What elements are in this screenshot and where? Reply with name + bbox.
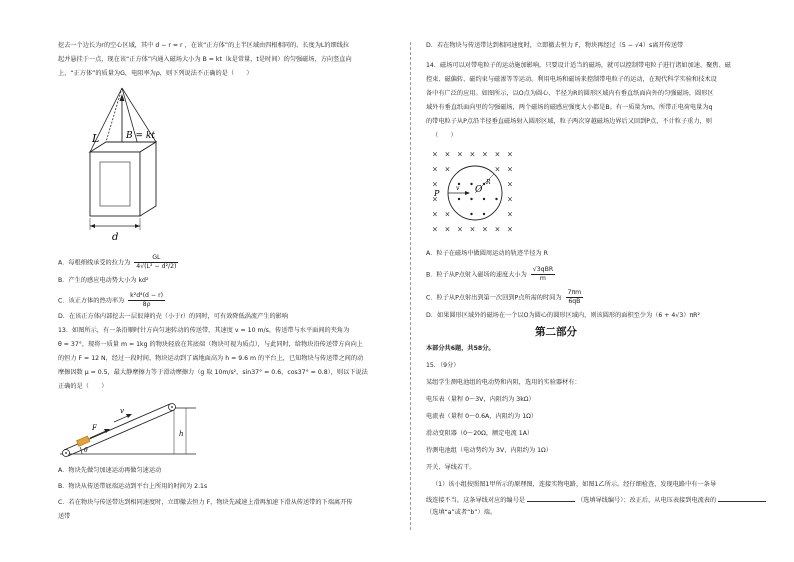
field-dot-mark [483,213,485,215]
q14-line-6: （ ） [432,132,457,139]
fig12-label-B: B = kt [126,131,155,141]
field-cross-mark: × [444,150,451,159]
field-cross-mark: × [494,225,501,234]
q14-line-2: 控束、磁偏转、磁约束与磁渗等等运动。利用电场和磁场来控制带电粒子的运动，在现代科学实验和技术设 [426,76,717,83]
field-cross-mark: × [432,180,438,189]
field-cross-mark: × [444,225,451,234]
q14-option-B-fraction [531,266,555,283]
field-cross-mark: × [482,150,488,159]
q14-option-B-text: B．粒子从P点射入磁场的速度大小为 [426,271,527,279]
q15-part1-line-2 [426,495,766,505]
field-cross-mark: × [507,165,513,174]
cube-hanging-diagram [82,84,164,244]
q12-option-A-fraction [134,254,178,271]
field-dot-mark [458,198,460,200]
field-cross-mark: × [507,195,513,204]
field-dot-mark [470,213,472,215]
field-dot-mark [483,198,485,200]
q14-C-numerator: 7πm [567,289,582,296]
q13-line-4: 摩擦因数 μ = 0.5，最大静摩擦力等于滑动摩擦力（g 取 10m/s²，sin37° = 0.6，cos37° = 0.8），则以下说法 [58,369,368,376]
q12-option-A-text: A．每根细线承受的拉力为 [58,259,131,267]
field-cross-mark: × [469,225,476,234]
field-cross-mark: × [432,225,438,234]
q13-line-1: 13．如图所示，有一条沿顺时针方向匀速转动的传送带，其速度 v = 10 m/s，传送带与水平面间的夹角为 [58,327,350,334]
q15-part1-line-3: （选填“a”或者“b”）端。 [426,509,497,516]
q13-option-D: D．若在物块与传送带达到相同速度时，立即撤去恒力 F，物块再经过（5 − √4）s离开传送带 [426,42,684,49]
q14-option-C-fraction [566,289,584,306]
field-marks [432,151,513,234]
fig13-label-v: v [120,407,124,415]
field-cross-mark: × [494,150,501,159]
field-cross-mark: × [469,150,476,159]
q12-option-C [58,292,165,309]
q12-line-2: 起并悬挂于一点，现在该“正方体”内通入磁场大小为 B = kt（k是常量，t是时间）的匀强磁场，方向竖直向 [58,56,352,63]
section-description: 本部分共6题，共58分。 [426,345,495,352]
fig13-label-F: F [92,424,97,432]
q12-A-denominator: 4√(L² − d²/2) [136,263,177,270]
field-cross-mark: × [432,165,438,174]
answer-blank-terminal[interactable] [718,495,766,502]
field-cross-mark: × [457,225,463,234]
answer-blank-wire[interactable] [527,495,575,502]
field-cross-mark: × [507,225,513,234]
fig14-label-P: P [434,189,440,198]
q12-option-C-fraction [128,292,165,309]
q14-B-numerator: √3qBR [532,266,554,273]
field-cross-mark: × [432,195,438,204]
q15-intro: 某组学生测电池组的电动势和内阻，选用的实验器材有： [426,379,581,386]
q12-line-3: 上，“正方体”的质量为G，电阻率为ρ，则下列说法不正确的是（ ） [58,70,253,77]
field-dot-mark [470,198,472,200]
fig13-label-theta: θ [84,447,88,454]
q14-C-denominator: 6qB [568,298,581,305]
field-cross-mark: × [507,180,513,189]
q14-option-C [426,289,583,306]
q12-option-D: D．在该正方体内部挖去一层很薄的壳（小于r）的同时，可有效降低涡流产生的影响 [58,313,289,320]
equipment-ammeter: 电流表（量程 0～0.6A，内阻约为 1Ω） [426,413,538,420]
field-cross-mark: × [507,150,513,159]
q13-option-A: A．物块先做匀加速运动再做匀速运动 [58,467,162,474]
fig14-label-O: O [475,185,483,195]
field-cross-mark: × [482,225,488,234]
fig12-label-L: L [92,132,100,145]
q14-line-5: 的带电粒子从P点沿半径垂直磁场射入圆形区域，粒子两次穿越磁场边界后又回到P点，不计粒子重力，则 [426,118,712,125]
q15-part1-text-a: 线连接不当，这条导线对应的编号是 [426,497,525,504]
field-cross-mark: × [507,210,513,219]
field-cross-mark: × [444,165,451,174]
magnetic-field-diagram [428,148,514,236]
q14-line-4: 域外有垂直纸面向里的匀强磁场，两个磁场的磁感应强度大小都是B。有一质量为m，所带正电荷电量为q [426,104,713,111]
section-title: 第二部分 [535,326,577,338]
q13-option-B: B．物块从传送带底端运动到平台上所用的时间为 2.1s [58,483,208,490]
q14-line-3: 备中有广泛的应用。如图所示，以O点为圆心、半径为R的圆形区域内有垂直纸面向外的匀强磁场，圆形区 [426,90,714,97]
q15-part1-text-b: （选填导线编号）；改正后，从电压表接到电流表的 [576,497,717,504]
q13-line-3: 的恒力 F = 12 N，经过一段时间，物块运动到了离地面高为 h = 9.6 m 的平台上，已知物块与传送带之间的动 [58,355,364,362]
q12-C-denominator: 8ρ [142,301,151,308]
field-dot-mark [495,198,497,200]
field-cross-mark: × [432,150,438,159]
q14-option-A: A．粒子在磁场中做圆周运动的轨迹半径为 R [426,250,548,257]
q13-option-C-line-2: 送带 [58,513,71,520]
equipment-battery: 待测电池组（电动势约为 3V，内阻约为 1Ω） [426,447,552,454]
q14-option-C-text: C．粒子从P点射出到第一次回到P点所需的时间为 [426,294,562,302]
q15-title: 15．（9分） [426,362,460,369]
equipment-misc: 开关、导线若干。 [426,464,476,471]
q14-B-denominator: m [539,275,546,282]
field-dot-mark [470,183,472,185]
q12-A-numerator: GL [134,254,178,263]
fig13-label-h: h [179,430,184,438]
q14-option-B [426,266,555,283]
q12-line-1: 挖去一个边长为r的空心区域，其中 d − r = r ，在该“正方体”的上半区域由四根相同的、长度为L的细线拉 [58,42,350,49]
q12-option-B: B．产生的感应电动势大小为 kd² [58,277,149,284]
fig14-label-R: R [486,179,491,186]
field-cross-mark: × [494,165,501,174]
column-divider [410,42,411,530]
q12-C-numerator: k²d⁴(d − r) [130,292,164,299]
fig12-label-d: d [112,232,119,243]
q13-line-2: θ = 37°，现将一质量 m = 1kg 的物块轻放在其底端（物块可视为质点），与此同时，给物块沿传送带方向向上 [58,341,363,348]
field-cross-mark: × [432,210,438,219]
q12-option-A [58,254,178,271]
q13-line-5: 正确的是（ ） [58,383,108,390]
q15-part1-line-1: （1）该小组按照图1甲所示的原理图，连接实物电路，如图1乙所示。经仔细检查，发现电路中有一条导 [432,481,717,488]
q14-line-1: 14．磁场可以对带电粒子的运动施加影响，只要设计适当的磁场，就可以控制带电粒子进行诸如加速、聚焦、磁 [426,62,731,69]
equipment-rheostat: 滑动变阻器（0～20Ω，额定电流 1A） [426,430,534,437]
fig14-label-v: v [456,185,460,192]
q12-option-C-text: C．该正方体的热功率为 [58,297,125,305]
q14-option-D: D．如果圆形区域外的磁场在一个以O为圆心的圆形区域内，则该圆形的面积至少为（6 + 4√3）πR² [426,312,700,319]
conveyor-belt-diagram [58,396,198,462]
field-cross-mark: × [457,150,463,159]
q13-option-C-line-1: C．若在物块与传送带达到相同速度时，立即撤去恒力 F，物块先减速上滑再加速下滑从传送带的下端离开传 [58,499,353,506]
field-cross-mark: × [444,210,451,219]
equipment-voltmeter: 电压表（量程 0～3V，内阻约为 3kΩ） [426,396,535,403]
